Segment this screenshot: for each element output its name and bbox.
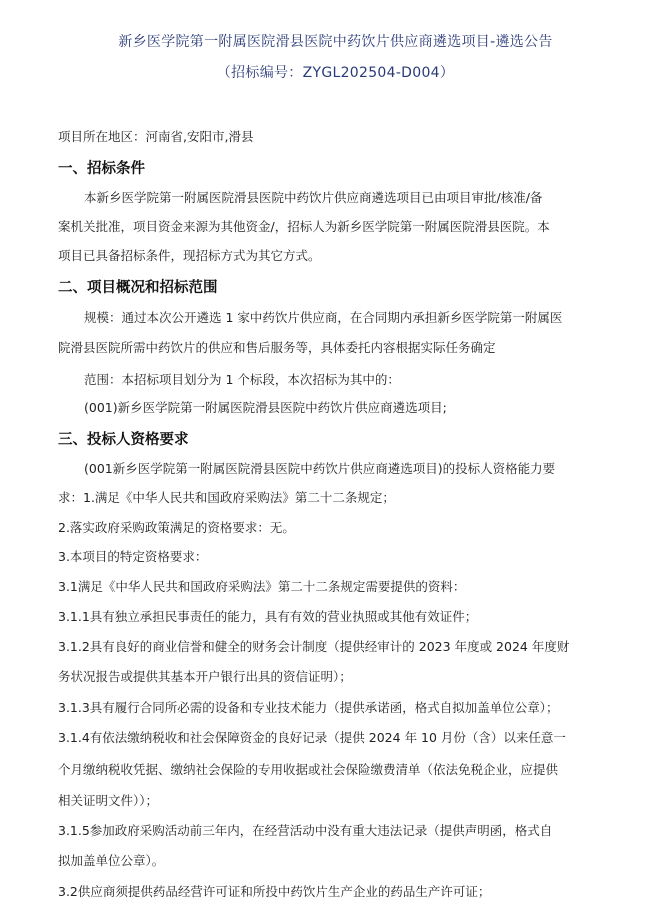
section-heading-project-overview: 二、项目概况和招标范围 (58, 280, 218, 296)
paragraph-line: 2.落实政府采购政策满足的资格要求：无。 (58, 520, 295, 535)
paragraph-line: 3.1.2具有良好的商业信誉和健全的财务会计制度（提供经审计的 2023 年度或 2024 年度财 (58, 639, 570, 654)
paragraph-line: 项目已具备招标条件，现招标方式为其它方式。 (58, 248, 321, 263)
paragraph-line: 3.1.5参加政府采购活动前三年内，在经营活动中没有重大违法记录（提供声明函，格式自 (58, 823, 553, 838)
paragraph-line: 3.2供应商须提供药品经营许可证和所投中药饮片生产企业的药品生产许可证； (58, 884, 491, 899)
paragraph-line: 相关证明文件））； (58, 793, 159, 808)
paragraph-line: 案机关批准，项目资金来源为其他资金/，招标人为新乡医学院第一附属医院滑县医院。本 (58, 219, 550, 234)
paragraph-line: 3.1满足《中华人民共和国政府采购法》第二十二条规定需要提供的资料： (58, 579, 466, 594)
paragraph-line: 求：1.满足《中华人民共和国政府采购法》第二十二条规定； (58, 490, 395, 505)
paragraph-line: 拟加盖单位公章）。 (58, 853, 165, 868)
paragraph-line: 本新乡医学院第一附属医院滑县医院中药饮片供应商遴选项目已由项目审批/核准/备 (84, 190, 543, 205)
paragraph-line: 范围：本招标项目划分为 1 个标段，本次招标为其中的： (84, 372, 400, 387)
section-heading-bidder-qualifications: 三、投标人资格要求 (58, 432, 189, 448)
paragraph-line: 3.1.4有依法缴纳税收和社会保障资金的良好记录（提供 2024 年 10 月份（含）以来任意一 (58, 730, 566, 745)
paragraph-line: 规模：通过本次公开遴选 1 家中药饮片供应商，在合同期内承担新乡医学院第一附属医 (84, 310, 563, 325)
paragraph-line: 3.本项目的特定资格要求： (58, 549, 208, 564)
paragraph-line: 个月缴纳税收凭据、缴纳社会保险的专用收据或社会保险缴费清单（依法免税企业，应提供 (58, 762, 559, 777)
section-heading-bidding-conditions: 一、招标条件 (58, 161, 145, 177)
paragraph-line: 3.1.3具有履行合同所必需的设备和专业技术能力（提供承诺函，格式自拟加盖单位公章）； (58, 700, 559, 715)
paragraph-line: (001)新乡医学院第一附属医院滑县医院中药饮片供应商遴选项目; (84, 400, 447, 415)
paragraph-line: 务状况报告或提供其基本开户银行出具的资信证明）； (58, 669, 352, 684)
tender-number: （招标编号：ZYGL202504-D004） (216, 65, 455, 81)
paragraph-line: 院滑县医院所需中药饮片的供应和售后服务等，具体委托内容根据实际任务确定 (58, 340, 496, 355)
document-title: 新乡医学院第一附属医院滑县医院中药饮片供应商遴选项目-遴选公告 (118, 34, 553, 50)
project-region: 项目所在地区：河南省,安阳市,滑县 (58, 129, 254, 144)
paragraph-line: 3.1.1具有独立承担民事责任的能力，具有有效的营业执照或其他有效证件； (58, 609, 478, 624)
paragraph-line: (001新乡医学院第一附属医院滑县医院中药饮片供应商遴选项目)的投标人资格能力要 (84, 461, 556, 476)
